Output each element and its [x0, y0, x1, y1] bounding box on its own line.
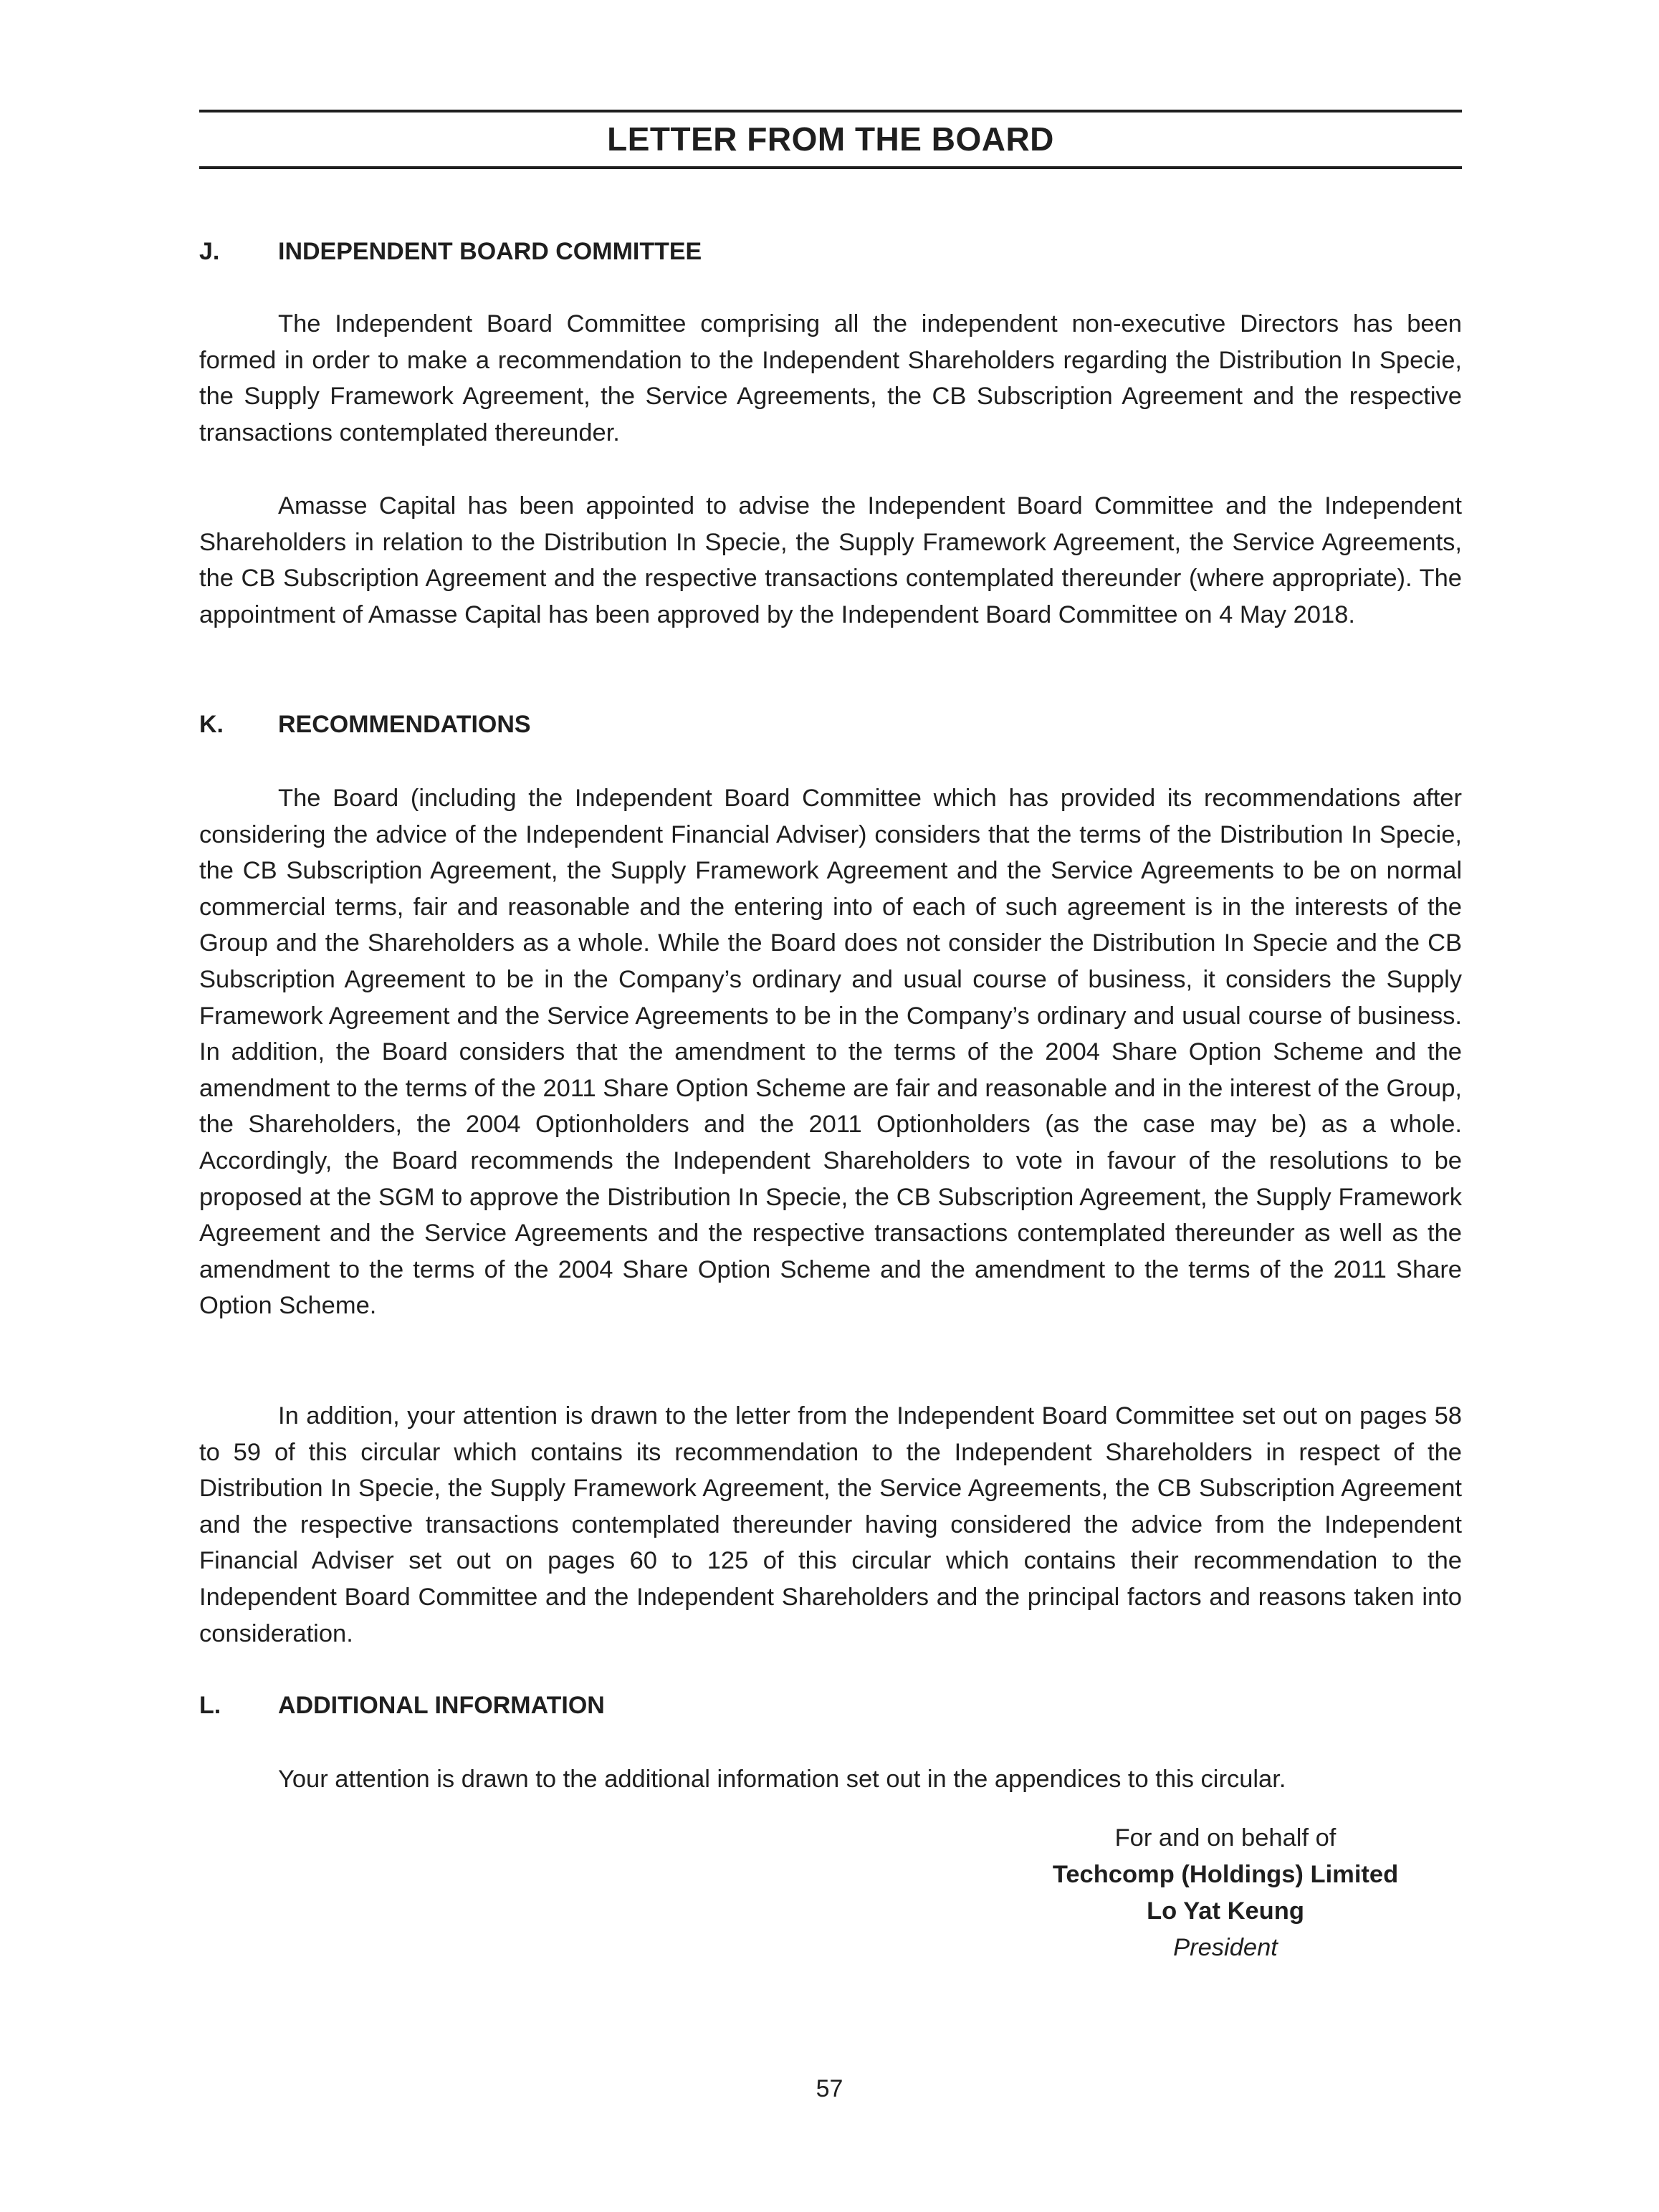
signature-block [996, 1820, 1455, 1966]
header-rule-top [199, 110, 1462, 112]
signature-role: President [1173, 1934, 1278, 1961]
section-k-heading [199, 707, 531, 742]
section-j-letter: J. [199, 238, 220, 265]
section-l-heading [199, 1687, 605, 1723]
page-title: LETTER FROM THE BOARD [607, 120, 1054, 158]
section-j-paragraph-2: Amasse Capital has been appointed to advise the Independent Board Committee and the Independent Shareholders in relation to the Distribution In Specie, the Supply Framework Agreement, the Service Agreements, the CB Subscription Agreement and the respective transactions contemplated thereunder (where appropriate). The appointment of Amasse Capital has been approved by the Independent Board Committee on 4 May 2018. [199, 492, 1462, 628]
signature-company: Techcomp (Holdings) Limited [1052, 1861, 1399, 1888]
signature-name: Lo Yat Keung [1147, 1897, 1304, 1925]
section-l-letter: L. [199, 1692, 221, 1719]
section-l-title: ADDITIONAL INFORMATION [278, 1692, 605, 1719]
section-j-title: INDEPENDENT BOARD COMMITTEE [278, 238, 702, 265]
section-j-paragraph-1: The Independent Board Committee comprising all the independent non-executive Directors has been formed in order to make a recommendation to the Independent Shareholders regarding the Distribution In Specie, the Supply Framework Agreement, the Service Agreements, the CB Subscription Agreement and the respective transactions contemplated thereunder. [199, 310, 1462, 446]
section-l-paragraph-1: Your attention is drawn to the additional information set out in the appendices to this circular. [278, 1766, 1286, 1793]
header-rule-bottom [199, 166, 1462, 169]
section-k-letter: K. [199, 711, 224, 738]
page-number: 57 [816, 2075, 843, 2102]
section-k-paragraph-1: The Board (including the Independent Board Committee which has provided its recommendations after considering the advice of the Independent Financial Adviser) considers that the terms of the Distribution In Specie, the CB Subscription Agreement, the Supply Framework Agreement and the Service Agreements to be on normal commercial terms, fair and reasonable and the entering into of each of such agreement is in the interests of the Group and the Shareholders as a whole. While the Board does not consider the Distribution In Specie and the CB Subscription Agreement to be in the Company’s ordinary and usual course of business, it considers the Supply Framework Agreement and the Service Agreements to be in the Company’s ordinary and usual course of business. In addition, the Board considers that the amendment to the terms of the 2004 Share Option Scheme and the amendment to the terms of the 2011 Share Option Scheme are fair and reasonable and in the interest of the Group, the Shareholders, the 2004 Optionholders and the 2011 Optionholders (as the case may be) as a whole. Accordingly, the Board recommends the Independent Shareholders to vote in favour of the resolutions to be proposed at the SGM to approve the Distribution In Specie, the CB Subscription Agreement, the Supply Framework Agreement and the Service Agreements and the respective transactions contemplated thereunder as well as the amendment to the terms of the 2004 Share Option Scheme and the amendment to the terms of the 2011 Share Option Scheme. [199, 785, 1462, 1320]
section-k-title: RECOMMENDATIONS [278, 711, 531, 738]
signature-on-behalf: For and on behalf of [1114, 1824, 1337, 1852]
section-k-paragraph-2: In addition, your attention is drawn to the letter from the Independent Board Committee set out on pages 58 to 59 of this circular which contains its recommendation to the Independent Shareholders in respect of the Distribution In Specie, the Supply Framework Agreement, the Service Agreements, the CB Subscription Agreement and the respective transactions contemplated thereunder having considered the advice from the Independent Financial Adviser set out on pages 60 to 125 of this circular which contains their recommendation to the Independent Board Committee and the Independent Shareholders and the principal factors and reasons taken into consideration. [199, 1402, 1462, 1647]
section-j-heading [199, 234, 702, 269]
